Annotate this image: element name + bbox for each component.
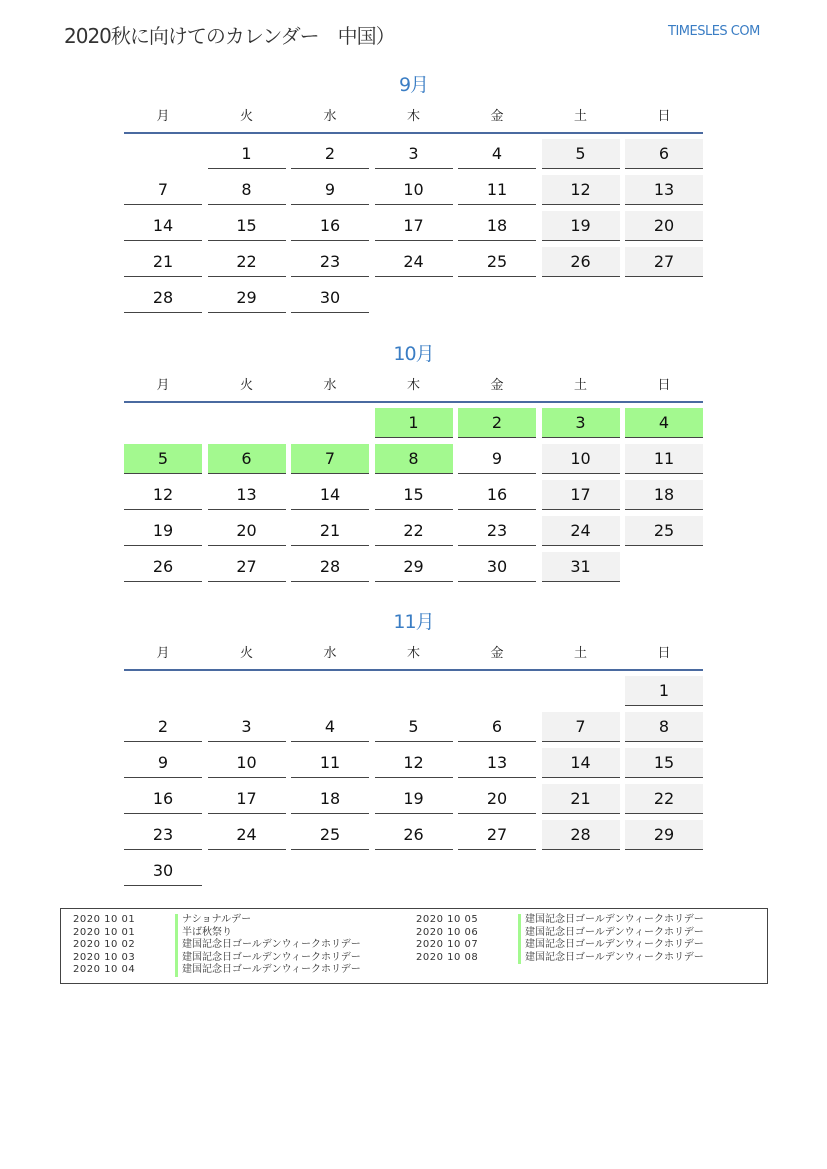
day-cell[interactable]: 29 (375, 552, 453, 582)
legend-item (416, 952, 704, 965)
empty-cell (458, 856, 536, 885)
day-cell[interactable]: 24 (375, 247, 453, 277)
empty-cell (458, 676, 536, 705)
day-cell[interactable]: 15 (375, 480, 453, 510)
day-cell[interactable]: 28 (291, 552, 369, 582)
day-cell[interactable]: 24 (542, 516, 620, 546)
day-cell[interactable]: 2 (291, 139, 369, 169)
day-cell[interactable]: 10 (542, 444, 620, 474)
day-cell[interactable]: 29 (208, 283, 286, 313)
day-cell[interactable]: 27 (625, 247, 703, 277)
legend-date: 2020 10 08 (416, 951, 479, 963)
month-title: 9月 (398, 74, 429, 96)
day-cell[interactable]: 12 (542, 175, 620, 205)
weekday-label: 火 (239, 378, 253, 393)
day-cell[interactable]: 7 (291, 444, 369, 474)
empty-cell (124, 408, 202, 437)
day-cell[interactable]: 30 (291, 283, 369, 313)
day-cell[interactable]: 20 (625, 211, 703, 241)
day-cell[interactable]: 23 (458, 516, 536, 546)
weekday-label: 日 (657, 109, 671, 124)
day-cell[interactable]: 23 (291, 247, 369, 277)
legend-item (73, 964, 361, 977)
empty-cell (375, 283, 453, 312)
day-cell[interactable]: 28 (124, 283, 202, 313)
day-cell[interactable]: 27 (208, 552, 286, 582)
day-grid (124, 139, 703, 313)
day-cell[interactable]: 9 (124, 748, 202, 778)
day-grid (124, 676, 703, 886)
legend-date: 2020 10 06 (416, 926, 479, 938)
day-cell[interactable]: 22 (625, 784, 703, 814)
day-cell[interactable]: 21 (542, 784, 620, 814)
weekday-label: 日 (657, 646, 671, 661)
weekday-label: 金 (490, 109, 504, 124)
day-cell[interactable]: 16 (458, 480, 536, 510)
legend-name: 半ば秋祭り (175, 927, 232, 940)
site-logo[interactable]: TIMESLES COM (668, 24, 760, 39)
legend-name: 建国記念日ゴールデンウィークホリデー (175, 964, 361, 977)
day-cell[interactable]: 21 (291, 516, 369, 546)
weekday-header (124, 106, 703, 134)
day-cell[interactable]: 3 (542, 408, 620, 438)
day-cell[interactable]: 30 (124, 856, 202, 886)
day-grid (124, 408, 703, 582)
weekday-label: 木 (406, 109, 420, 124)
month-block (124, 339, 703, 582)
empty-cell (124, 139, 202, 168)
month-title: 10月 (393, 343, 434, 365)
day-cell[interactable]: 7 (542, 712, 620, 742)
day-cell[interactable]: 28 (542, 820, 620, 850)
empty-cell (625, 283, 703, 312)
day-cell[interactable]: 7 (124, 175, 202, 205)
day-cell[interactable]: 20 (208, 516, 286, 546)
day-cell[interactable]: 17 (375, 211, 453, 241)
day-cell[interactable]: 18 (291, 784, 369, 814)
weekday-label: 月 (156, 109, 170, 124)
day-cell[interactable]: 22 (375, 516, 453, 546)
empty-cell (542, 676, 620, 705)
legend-item (416, 927, 704, 940)
legend-item (73, 939, 361, 952)
weekday-label: 火 (239, 109, 253, 124)
day-cell[interactable]: 16 (124, 784, 202, 814)
legend-name: 建国記念日ゴールデンウィークホリデー (518, 927, 704, 940)
holiday-legend (60, 908, 768, 984)
empty-cell (542, 283, 620, 312)
day-cell[interactable]: 14 (124, 211, 202, 241)
empty-cell (375, 676, 453, 705)
weekday-label: 日 (657, 378, 671, 393)
day-cell[interactable]: 19 (542, 211, 620, 241)
weekday-label: 月 (156, 378, 170, 393)
legend-name: 建国記念日ゴールデンウィークホリデー (175, 952, 361, 965)
day-cell[interactable]: 8 (375, 444, 453, 474)
day-cell[interactable]: 3 (375, 139, 453, 169)
day-cell[interactable]: 25 (458, 247, 536, 277)
day-cell[interactable]: 13 (208, 480, 286, 510)
day-cell[interactable]: 6 (208, 444, 286, 474)
weekday-label: 土 (573, 378, 587, 393)
weekday-header (124, 643, 703, 671)
weekday-header (124, 375, 703, 403)
day-cell[interactable]: 25 (625, 516, 703, 546)
day-cell[interactable]: 14 (291, 480, 369, 510)
day-cell[interactable]: 13 (458, 748, 536, 778)
day-cell[interactable]: 9 (458, 444, 536, 474)
legend-date: 2020 10 03 (73, 951, 136, 963)
weekday-label: 水 (323, 378, 337, 393)
day-cell[interactable]: 26 (542, 247, 620, 277)
day-cell[interactable]: 4 (458, 139, 536, 169)
day-cell[interactable]: 6 (458, 712, 536, 742)
day-cell[interactable]: 19 (375, 784, 453, 814)
day-cell[interactable]: 29 (625, 820, 703, 850)
day-cell[interactable]: 8 (208, 175, 286, 205)
day-cell[interactable]: 4 (625, 408, 703, 438)
weekday-label: 火 (239, 646, 253, 661)
legend-item (73, 914, 361, 927)
empty-cell (625, 856, 703, 885)
weekday-label: 月 (156, 646, 170, 661)
day-cell[interactable]: 4 (291, 712, 369, 742)
empty-cell (375, 856, 453, 885)
empty-cell (542, 856, 620, 885)
weekday-label: 金 (490, 646, 504, 661)
legend-date: 2020 10 02 (73, 939, 136, 950)
page-title: 2020秋に向けてのカレンダー 中国） (64, 24, 395, 48)
day-cell[interactable]: 1 (625, 676, 703, 706)
legend-name: 建国記念日ゴールデンウィークホリデー (518, 939, 704, 952)
day-cell[interactable]: 27 (458, 820, 536, 850)
day-cell[interactable]: 26 (375, 820, 453, 850)
day-cell[interactable]: 11 (458, 175, 536, 205)
day-cell[interactable]: 5 (124, 444, 202, 474)
day-cell[interactable]: 20 (458, 784, 536, 814)
legend-item (416, 914, 704, 927)
day-cell[interactable]: 10 (208, 748, 286, 778)
day-cell[interactable]: 5 (375, 712, 453, 742)
day-cell[interactable]: 22 (208, 247, 286, 277)
day-cell[interactable]: 15 (208, 211, 286, 241)
weekday-label: 水 (323, 109, 337, 124)
day-cell[interactable]: 12 (124, 480, 202, 510)
month-title: 11月 (393, 611, 434, 633)
legend-date: 2020 10 07 (416, 939, 479, 950)
day-cell[interactable]: 11 (291, 748, 369, 778)
empty-cell (458, 283, 536, 312)
empty-cell (291, 676, 369, 705)
day-cell[interactable]: 12 (375, 748, 453, 778)
empty-cell (208, 856, 286, 885)
day-cell[interactable]: 14 (542, 748, 620, 778)
legend-name: 建国記念日ゴールデンウィークホリデー (175, 939, 361, 952)
day-cell[interactable]: 24 (208, 820, 286, 850)
legend-item (416, 939, 704, 952)
day-cell[interactable]: 18 (458, 211, 536, 241)
day-cell[interactable]: 5 (542, 139, 620, 169)
day-cell[interactable]: 15 (625, 748, 703, 778)
day-cell[interactable]: 16 (291, 211, 369, 241)
day-cell[interactable]: 10 (375, 175, 453, 205)
day-cell[interactable]: 25 (291, 820, 369, 850)
day-cell[interactable]: 8 (625, 712, 703, 742)
weekday-label: 木 (406, 378, 420, 393)
weekday-label: 金 (490, 378, 504, 393)
legend-item (73, 927, 361, 940)
day-cell[interactable]: 9 (291, 175, 369, 205)
empty-cell (291, 856, 369, 885)
weekday-label: 土 (573, 109, 587, 124)
day-cell[interactable]: 2 (458, 408, 536, 438)
day-cell[interactable]: 23 (124, 820, 202, 850)
day-cell[interactable]: 6 (625, 139, 703, 169)
day-cell[interactable]: 3 (208, 712, 286, 742)
legend-name: 建国記念日ゴールデンウィークホリデー (518, 952, 704, 965)
legend-name: 建国記念日ゴールデンウィークホリデー (518, 914, 704, 927)
day-cell[interactable]: 31 (542, 552, 620, 582)
day-cell[interactable]: 19 (124, 516, 202, 546)
legend-date: 2020 10 04 (73, 964, 136, 975)
empty-cell (625, 552, 703, 581)
day-cell[interactable]: 26 (124, 552, 202, 582)
empty-cell (124, 676, 202, 705)
month-block (124, 607, 703, 886)
legend-item (73, 952, 361, 965)
day-cell[interactable]: 1 (208, 139, 286, 169)
day-cell[interactable]: 1 (375, 408, 453, 438)
empty-cell (208, 676, 286, 705)
empty-cell (208, 408, 286, 437)
legend-date: 2020 10 05 (416, 914, 479, 925)
day-cell[interactable]: 21 (124, 247, 202, 277)
day-cell[interactable]: 17 (542, 480, 620, 510)
legend-name: ナショナルデー (175, 914, 251, 927)
weekday-label: 水 (323, 646, 337, 661)
legend-date: 2020 10 01 (73, 914, 136, 925)
weekday-label: 木 (406, 646, 420, 661)
day-cell[interactable]: 30 (458, 552, 536, 582)
empty-cell (291, 408, 369, 437)
day-cell[interactable]: 18 (625, 480, 703, 510)
legend-date: 2020 10 01 (73, 926, 136, 938)
day-cell[interactable]: 13 (625, 175, 703, 205)
day-cell[interactable]: 17 (208, 784, 286, 814)
weekday-label: 土 (573, 646, 587, 661)
day-cell[interactable]: 11 (625, 444, 703, 474)
day-cell[interactable]: 2 (124, 712, 202, 742)
month-block (124, 70, 703, 313)
